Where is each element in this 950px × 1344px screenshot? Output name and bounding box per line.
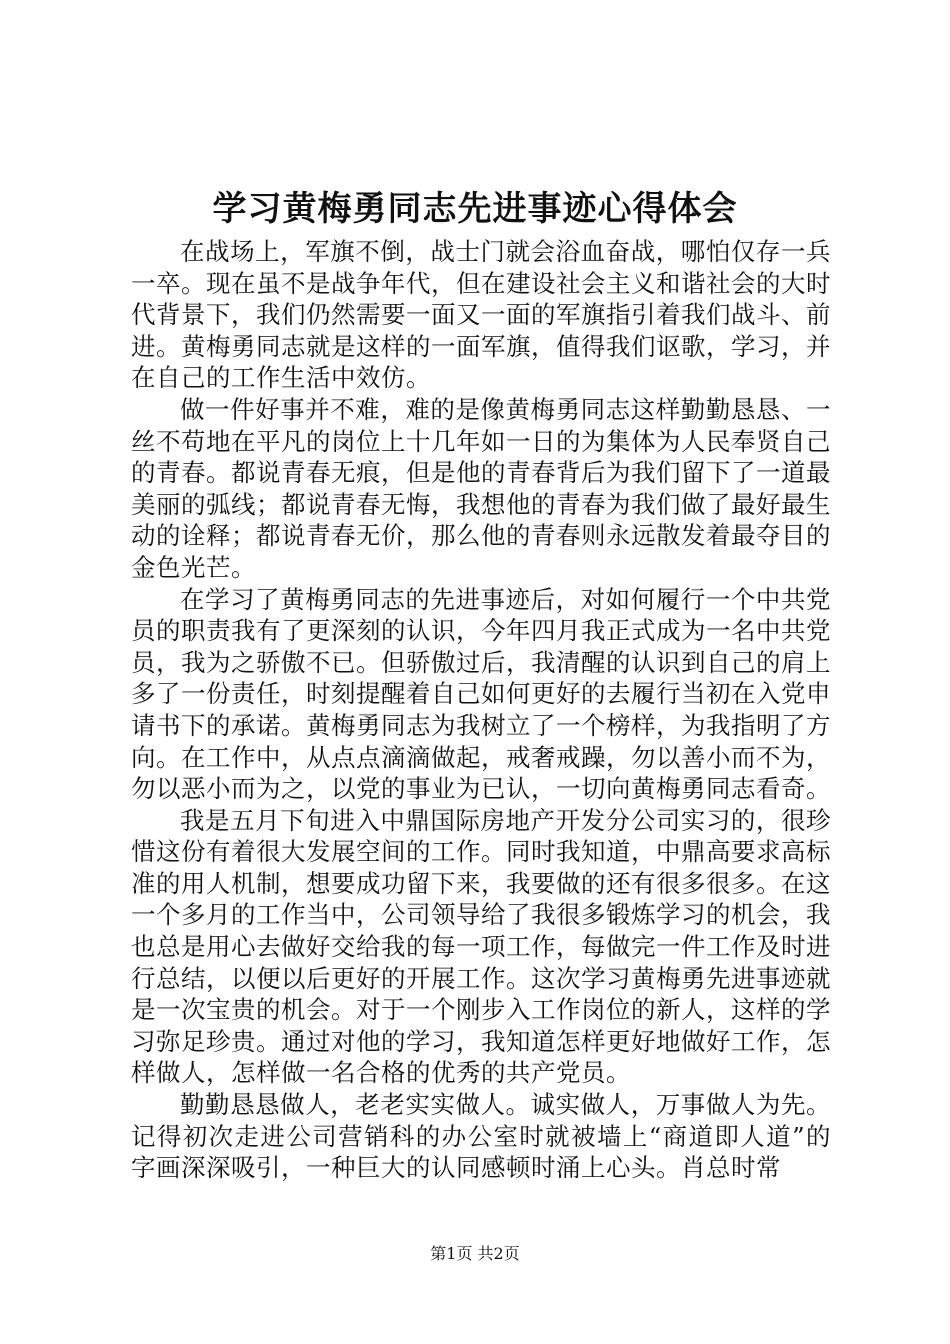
paragraph: 做一件好事并不难，难的是像黄梅勇同志这样勤勤恳恳、一丝不苟地在平凡的岗位上十几年如一日的为集体为人民奉贤自己的青春。都说青春无痕，但是他的青春背后为我们留下了一道最美丽的弧线；都说青春无悔，我想他的青春为我们做了最好最生动的诠释；都说青春无价，那么他的青春则永远散发着最夺目的金色光芒。: [131, 394, 831, 582]
page-number: 第1页: [430, 1244, 473, 1263]
document-title: 学习黄梅勇同志先进事迹心得体会: [212, 189, 738, 229]
document-body: [131, 236, 831, 1184]
paragraph: 我是五月下旬进入中鼎国际房地产开发分公司实习的，很珍惜这份有着很大发展空间的工作。同时我知道，中鼎高要求高标准的用人机制，想要成功留下来，我要做的还有很多很多。在这一个多月的工作当中，公司领导给了我很多锻炼学习的机会，我也总是用心去做好交给我的每一项工作，每做完一件工作及时进行总结，以便以后更好的开展工作。这次学习黄梅勇先进事迹就是一次宝贵的机会。对于一个刚步入工作岗位的新人，这样的学习弥足珍贵。通过对他的学习，我知道怎样更好地做好工作，怎样做人，怎样做一名合格的优秀的共产党员。: [131, 805, 831, 1088]
paragraph: 在战场上，军旗不倒，战士门就会浴血奋战，哪怕仅存一兵一卒。现在虽不是战争年代，但在建设社会主义和谐社会的大时代背景下，我们仍然需要一面又一面的军旗指引着我们战斗、前进。黄梅勇同志就是这样的一面军旗，值得我们讴歌，学习，并在自己的工作生活中效仿。: [131, 237, 831, 393]
page-total: 共2页: [477, 1244, 520, 1263]
paragraph: 勤勤恳恳做人，老老实实做人。诚实做人，万事做人为先。记得初次走进公司营销科的办公室时就被墙上“商道即人道”的字画深深吸引，一种巨大的认同感顿时涌上心头。肖总时常: [131, 1090, 831, 1183]
paragraph: 在学习了黄梅勇同志的先进事迹后，对如何履行一个中共党员的职责我有了更深刻的认识，今年四月我正式成为一名中共党员，我为之骄傲不已。但骄傲过后，我清醒的认识到自己的肩上多了一份责任，时刻提醒着自己如何更好的去履行当初在入党申请书下的承诺。黄梅勇同志为我树立了一个榜样，为我指明了方向。在工作中，从点点滴滴做起，戒奢戒躁，勿以善小而不为，勿以恶小而为之，以党的事业为已认，一切向黄梅勇同志看奇。: [131, 584, 831, 804]
page-footer: [0, 1243, 950, 1265]
